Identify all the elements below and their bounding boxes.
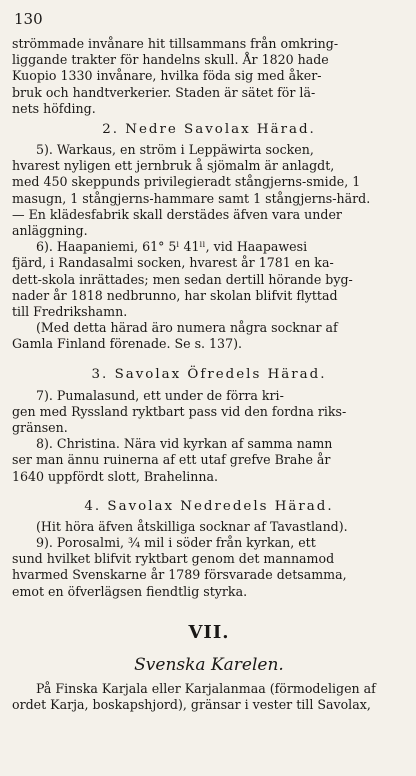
section-heading-nedredels: 4. Savolax Nedredels Härad. [84,498,334,514]
text-line: 5). Warkaus, en ström i Leppäwirta socken, [36,142,314,158]
text-line: strömmade invånare hit tillsammans från omkring- [12,36,339,51]
text-line: dett-skola inrättades; men sedan dertill hörande byg- [12,271,353,287]
note-gamla-finland [12,320,406,352]
text-line: nets höfding. [12,100,96,116]
note-tavastland: (Hit höra äfven åtskilliga socknar af Tavastland). [36,518,348,534]
entry-porosalmi [12,535,406,600]
text-line: bruk och handtverkerier. Staden är sätet för lä- [12,84,316,100]
text-line: hvarest nyligen ett jernbruk å sjömalm är anlagdt, [12,158,335,174]
text-line: gen med Ryssland ryktbart pass vid den fordna riks- [12,403,347,419]
text-line: masugn, 1 stångjerns-hammare samt 1 stångjerns-härd. [12,190,371,206]
chapter-number: VII. [188,621,230,643]
intro-paragraph [12,36,406,117]
text-line: ordet Karja, boskapshjord), gränsar i vester till Savolax, [12,697,371,713]
text-line: sund hvilket blifvit ryktbart genom det mannamod [12,551,335,567]
text-line: nader år 1818 nedbrunno, har skolan blifvit flyttad [12,287,338,303]
section-heading-ofredels: 3. Savolax Öfredels Härad. [91,366,327,382]
closing-paragraph [12,681,406,713]
text-line: anläggning. [12,223,88,239]
text-line: med 450 skeppunds privilegieradt stångjerns-smide, 1 [12,174,361,190]
text-line: (Med detta härad äro numera några socknar af [36,320,338,336]
text-line: liggande trakter för handelns skull. År 1820 hade [12,52,329,68]
text-line: Kuopio 1330 invånare, hvilka föda sig med åker- [12,68,322,84]
text-line: 9). Porosalmi, ¾ mil i söder från kyrkan, ett [36,535,316,551]
text-line: 1640 uppfördt slott, Brahelinna. [12,468,219,484]
chapter-title: Svenska Karelen. [134,654,284,675]
text-line: hvarmed Svenskarne år 1789 försvarade detsamma, [12,567,347,583]
text-line: 7). Pumalasund, ett under de förra kri- [36,387,284,403]
text-line: 8). Christina. Nära vid kyrkan af samma namn [36,436,333,452]
text-line: emot en öfverlägsen fiendtlig styrka. [12,583,248,599]
entry-christina [12,436,406,485]
text-line: gränsen. [12,420,68,436]
text-line: 6). Haapaniemi, 61° 5ˡ 41ˡˡ, vid Haapawesi [36,239,308,255]
text-line: På Finska Karjala eller Karjalanmaa (förmodeligen af [36,680,376,696]
text-line: till Fredrikshamn. [12,304,128,320]
page-number: 130 [14,10,43,28]
entry-pumalasund [12,388,406,437]
text-line: fjärd, i Randasalmi socken, hvarest år 1781 en ka- [12,255,334,271]
section-heading-nedre-savolax: 2. Nedre Savolax Härad. [102,122,316,138]
entry-warkaus [12,142,406,239]
entry-haapaniemi [12,239,406,320]
text-line: Gamla Finland förenade. Se s. 137). [12,336,243,352]
text-line: — En klädesfabrik skall derstädes äfven vara under [12,206,342,222]
text-line: ser man ännu ruinerna af ett utaf grefve Brahe år [12,452,331,468]
